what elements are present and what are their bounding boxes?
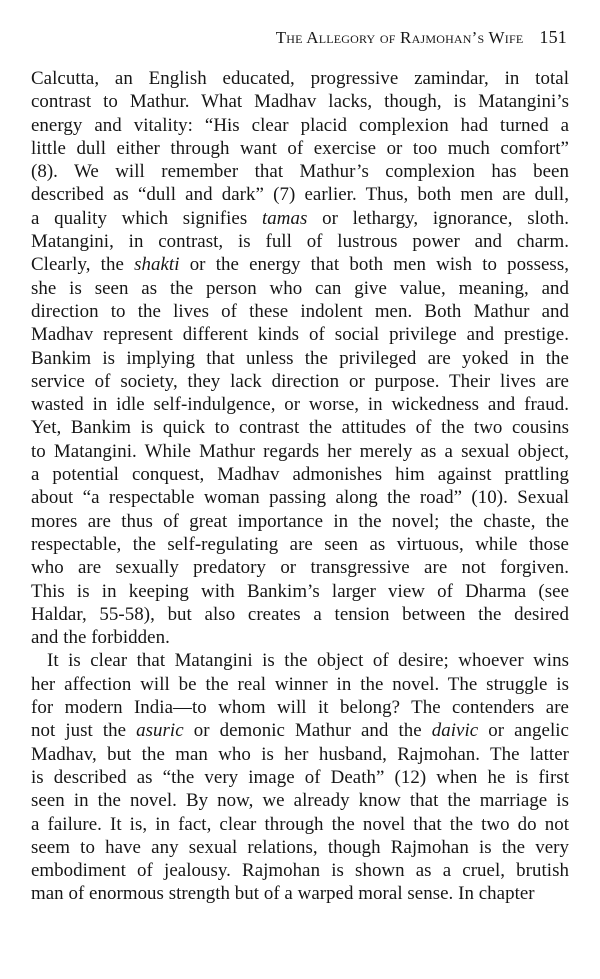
text-line (31, 347, 569, 370)
text-line (31, 813, 569, 836)
italic-term: daivic (431, 720, 479, 742)
text-run: not just the (31, 720, 137, 742)
text-line (31, 882, 569, 905)
text-line (31, 743, 569, 766)
text-line (31, 836, 569, 859)
text-line (31, 510, 569, 533)
page-number: 151 (539, 27, 567, 47)
text-line (31, 114, 569, 137)
text-run: mores are thus of great importance in the novel; the chaste, the (31, 510, 569, 532)
text-run: Yet, Bankim is quick to contrast the attitudes of the two cousins (31, 417, 569, 439)
text-line (31, 859, 569, 882)
text-run: contrast to Mathur. What Madhav lacks, though, is Matangini’s (31, 91, 569, 113)
text-line (31, 90, 569, 113)
text-line (31, 626, 569, 649)
text-run: described as “dull and dark” (7) earlier. Thus, both men are dull, (31, 184, 569, 206)
text-run: her affection will be the real winner in the novel. The struggle is (31, 673, 569, 695)
text-line (31, 183, 569, 206)
text-run: about “a respectable woman passing along the road” (10). Sexual (31, 487, 569, 509)
text-line (31, 580, 569, 603)
text-run: (8). We will remember that Mathur’s complexion has been (31, 161, 569, 183)
text-line (31, 300, 569, 323)
text-run: and the forbidden. (31, 627, 170, 649)
text-run: is described as “the very image of Death” (12) when he is first (31, 766, 569, 788)
text-run: or demonic Mathur and the (183, 720, 432, 742)
italic-term: asuric (136, 720, 184, 742)
text-run: Madhav, but the man who is her husband, Rajmohan. The latter (31, 743, 569, 765)
text-line (31, 67, 569, 90)
text-line (31, 789, 569, 812)
text-run: she is seen as the person who can give value, meaning, and (31, 277, 569, 299)
text-run: or lethargy, ignorance, sloth. (307, 207, 569, 229)
text-line (31, 207, 569, 230)
text-line (31, 440, 569, 463)
italic-term: tamas (261, 207, 308, 229)
text-line (31, 160, 569, 183)
text-line (31, 137, 569, 160)
text-run: or the energy that both men wish to possess, (179, 254, 569, 276)
text-line (31, 603, 569, 626)
text-line (31, 673, 569, 696)
text-run: wasted in idle self-indulgence, or worse, in wickedness and fraud. (31, 394, 569, 416)
text-run: embodiment of jealousy. Rajmohan is shown as a cruel, brutish (31, 860, 569, 882)
paragraph (31, 67, 569, 649)
text-line (31, 556, 569, 579)
text-run: Clearly, the (31, 254, 135, 276)
chapter-title: The Allegory of Rajmohan’s Wife (275, 28, 524, 47)
text-line (31, 253, 569, 276)
text-run: man of enormous strength but of a warped moral sense. In chapter (31, 883, 535, 905)
text-run: a potential conquest, Madhav admonishes him against prattling (31, 464, 569, 486)
text-run: It is clear that Matangini is the object of desire; whoever wins (47, 650, 569, 672)
text-run: Calcutta, an English educated, progressive zamindar, in total (31, 68, 569, 89)
italic-term: shakti (134, 254, 180, 276)
text-run: who are sexually predatory or transgressive are not forgiven. (31, 557, 569, 579)
text-run: or angelic (478, 720, 569, 742)
text-line (31, 533, 569, 556)
paragraph (31, 649, 569, 905)
body-text (31, 67, 569, 906)
text-run: for modern India—to whom will it belong? The contenders are (31, 697, 569, 719)
text-run: Matangini, in contrast, is full of lustrous power and charm. (31, 231, 569, 253)
text-run: seen in the novel. By now, we already know that the marriage is (31, 790, 569, 812)
text-run: Bankim is implying that unless the privileged are yoked in the (31, 347, 569, 369)
text-line (31, 486, 569, 509)
text-run: to Matangini. While Mathur regards her merely as a sexual object, (31, 440, 569, 462)
text-run: Haldar, 55-58), but also creates a tension between the desired (31, 603, 569, 625)
text-line (31, 649, 569, 672)
text-run: a failure. It is, in fact, clear through the novel that the two do not (31, 813, 569, 835)
text-run: direction to the lives of these indolent men. Both Mathur and (31, 300, 569, 322)
text-line (31, 696, 569, 719)
text-line (31, 416, 569, 439)
text-run: seem to have any sexual relations, though Rajmohan is the very (31, 836, 569, 858)
text-run: little dull either through want of exercise or too much comfort” (31, 137, 569, 159)
text-line (31, 370, 569, 393)
text-run: Madhav represent different kinds of social privilege and prestige. (31, 324, 569, 346)
text-run: This is in keeping with Bankim’s larger view of Dharma (see (31, 580, 569, 602)
text-line (31, 766, 569, 789)
text-line (31, 463, 569, 486)
text-line (31, 277, 569, 300)
text-line (31, 323, 569, 346)
text-run: service of society, they lack direction or purpose. Their lives are (31, 370, 569, 392)
text-run: energy and vitality: “His clear placid complexion had turned a (31, 114, 569, 136)
text-run: respectable, the self-regulating are seen as virtuous, while those (31, 533, 569, 555)
text-line (31, 393, 569, 416)
running-head (276, 27, 567, 48)
text-line (31, 230, 569, 253)
text-line (31, 719, 569, 742)
text-run: a quality which signifies (31, 207, 262, 229)
